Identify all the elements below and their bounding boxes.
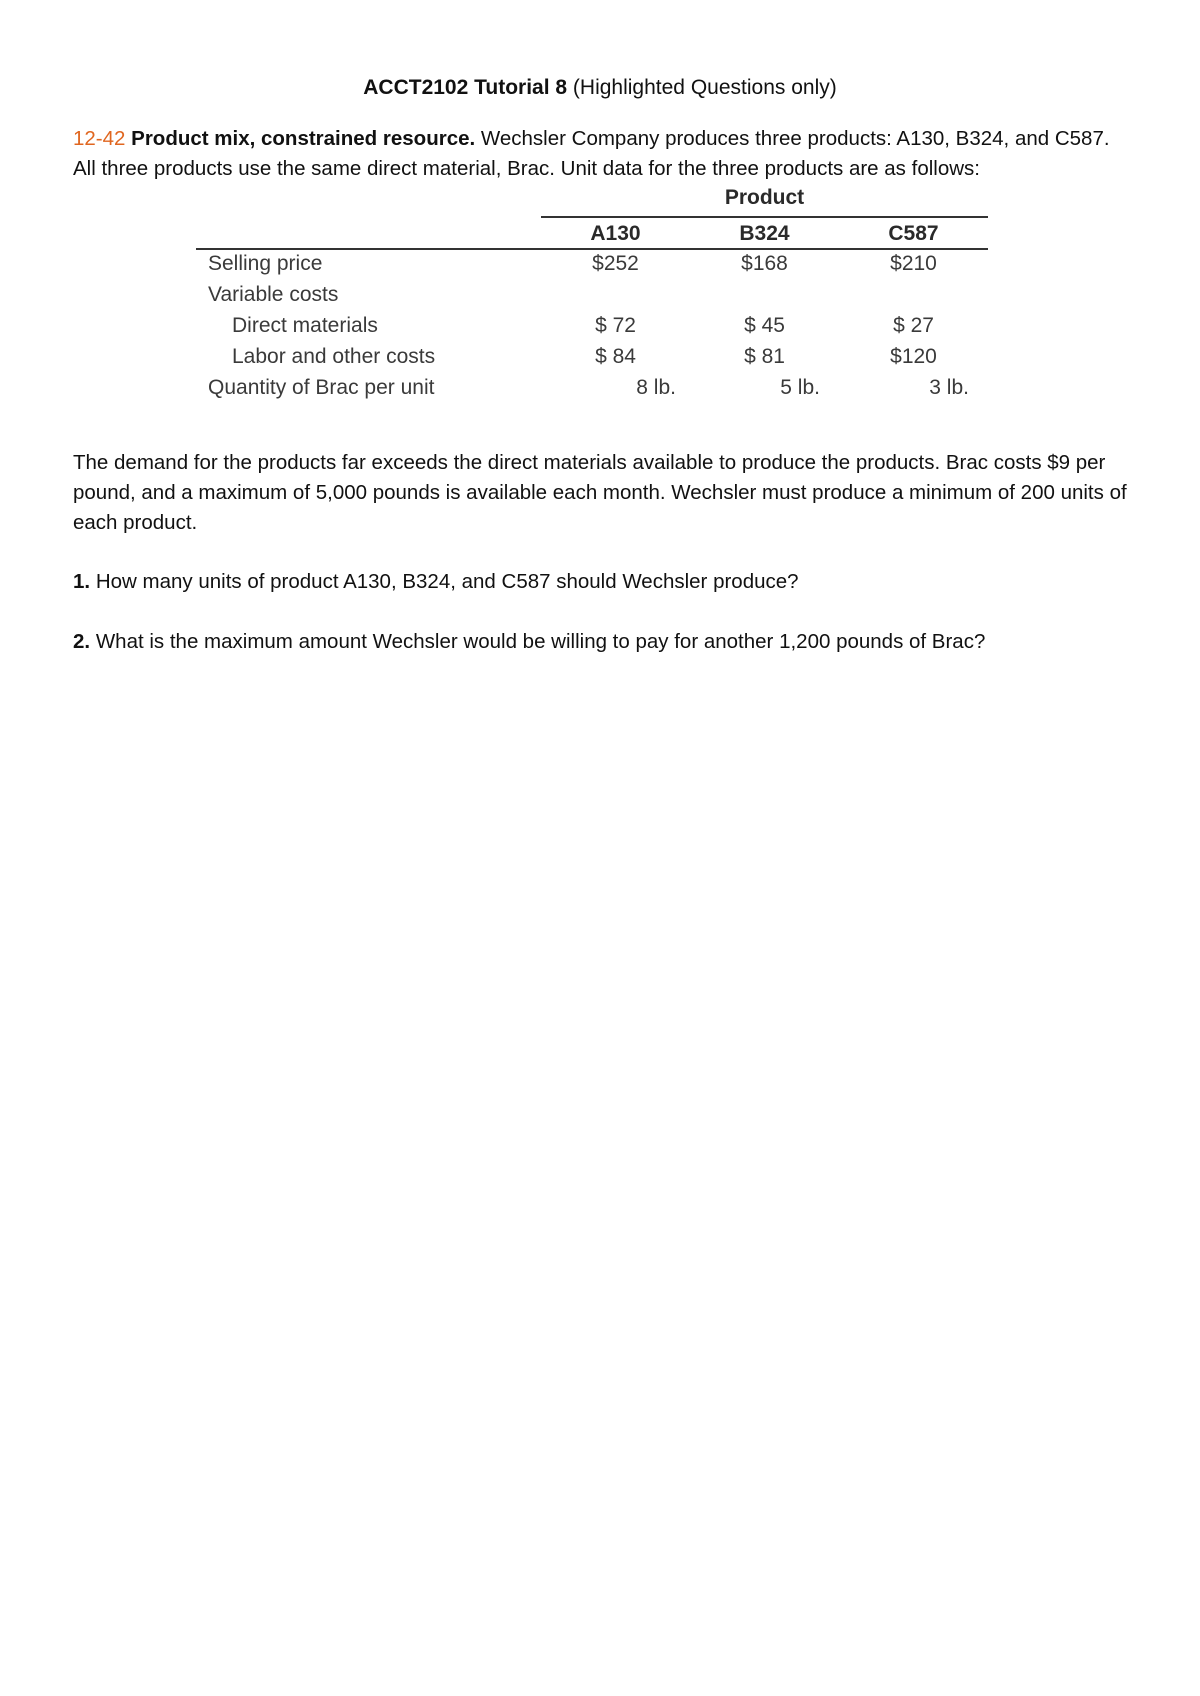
product-data-table (196, 186, 988, 416)
question-text: How many units of product A130, B324, and C587 should Wechsler produce? (95, 570, 799, 593)
table-group-header: Product (724, 186, 805, 209)
table-cell: $210 (890, 252, 937, 275)
column-header-a130: A130 (590, 222, 641, 245)
question-1 (73, 567, 1133, 597)
table-header-rule (196, 248, 988, 250)
problem-intro-text: Wechsler Company produces three products: A130, B324, and C587. All three products use the same direct material, Brac. Unit data for the three products are as follows: (73, 127, 1110, 180)
table-cell: $ 45 (744, 314, 785, 337)
column-header-c587: C587 (888, 222, 939, 245)
table-cell: 3 lb. (929, 376, 969, 399)
title-note: (Highlighted Questions only) (572, 76, 837, 99)
row-label: Direct materials (232, 314, 378, 337)
column-header-b324: B324 (739, 222, 790, 245)
row-label: Variable costs (208, 283, 339, 306)
row-label: Selling price (208, 252, 323, 275)
table-cell: 8 lb. (636, 376, 676, 399)
question-number: 2. (73, 630, 91, 653)
body-paragraph: The demand for the products far exceeds the direct materials available to produce the products. Brac costs $9 per pound, and a maximum of 5,000 pounds is available each month. Wechsler must produce a minimum of 200 units of each product. (73, 451, 1127, 534)
table-group-rule (541, 216, 988, 218)
table-cell: $252 (592, 252, 639, 275)
problem-intro (73, 124, 1133, 184)
question-2 (73, 627, 1133, 657)
table-cell: $120 (890, 345, 937, 368)
row-label: Quantity of Brac per unit (208, 376, 435, 399)
table-cell: $ 27 (893, 314, 934, 337)
question-number: 1. (73, 570, 91, 593)
page-title (0, 74, 1200, 102)
table-cell: $ 81 (744, 345, 785, 368)
row-label: Labor and other costs (232, 345, 436, 368)
title-course: ACCT2102 Tutorial 8 (363, 76, 568, 99)
table-cell: 5 lb. (780, 376, 820, 399)
problem-heading: Product mix, constrained resource. (131, 127, 476, 150)
problem-number: 12-42 (73, 127, 126, 150)
table-cell: $168 (741, 252, 788, 275)
question-text: What is the maximum amount Wechsler would be willing to pay for another 1,200 pounds of Brac? (95, 630, 986, 653)
table-cell: $ 72 (595, 314, 636, 337)
table-cell: $ 84 (595, 345, 636, 368)
